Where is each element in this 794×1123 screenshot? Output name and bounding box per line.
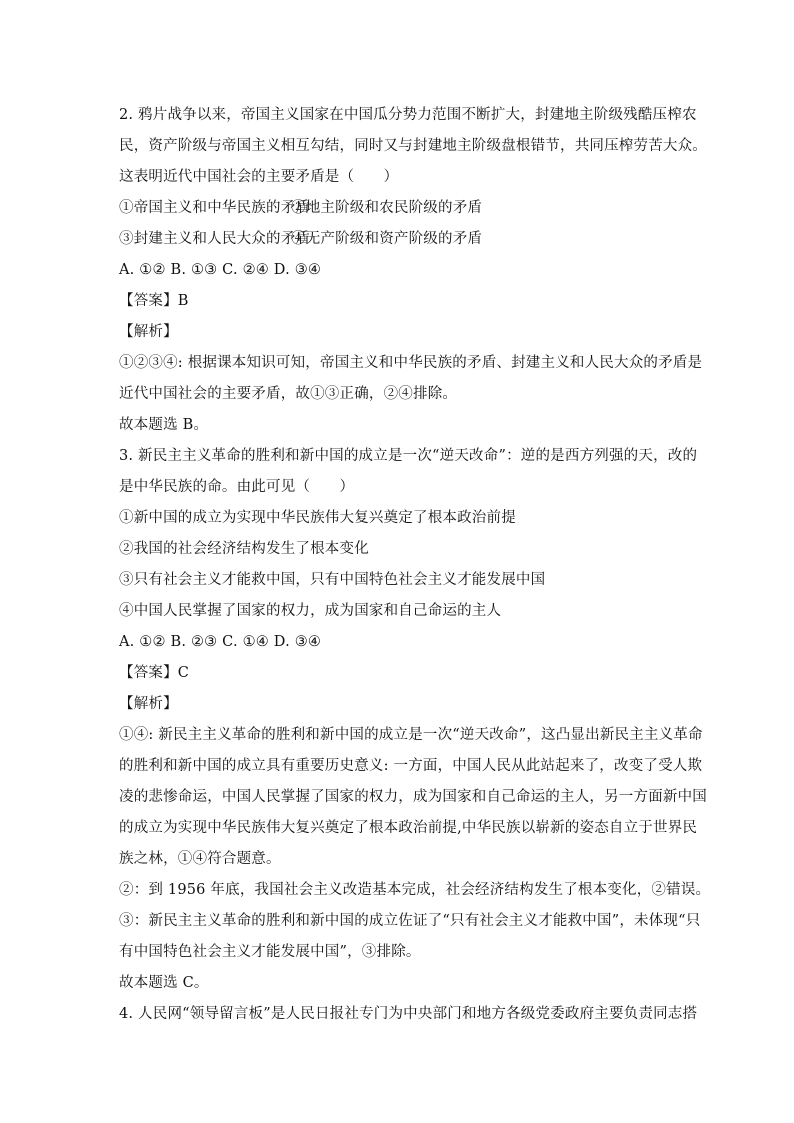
question-stem-line: 4. 人民网“领导留言板”是人民日报社专门为中央部门和地方各级党委政府主要负责同志搭	[119, 1006, 698, 1022]
answer-label: 【答案】B	[119, 293, 189, 309]
option-item: ③封建主义和人民大众的矛盾	[119, 231, 311, 247]
analysis-line: ②：到 1956 年底，我国社会主义改造基本完成，社会经济结构发生了根本变化，②错误。	[119, 882, 711, 898]
analysis-line: 故本题选 B。	[119, 417, 209, 433]
analysis-line: 近代中国社会的主要矛盾，故①③正确，②④排除。	[119, 386, 458, 402]
question-3	[119, 441, 711, 999]
analysis-line: ①②③④: 根据课本知识可知，帝国主义和中华民族的矛盾、封建主义和人民大众的矛盾是	[119, 355, 703, 371]
question-stem-line: 2. 鸦片战争以来，帝国主义国家在中国瓜分势力范围不断扩大，封建地主阶级残酷压榨农	[119, 107, 697, 123]
option-row	[119, 224, 685, 255]
answer-choices: A. ①② B. ②③ C. ①④ D. ③④	[119, 634, 322, 650]
question-stem-line: 这表明近代中国社会的主要矛盾是（ ）	[119, 169, 399, 185]
answer-label: 【答案】C	[119, 665, 190, 681]
analysis-line: ③：新民主主义革命的胜利和新中国的成立佐证了“只有社会主义才能救中国”，未体现“只	[119, 913, 701, 929]
option-item: ①帝国主义和中华民族的矛盾	[119, 200, 311, 216]
question-stem-line: 民，资产阶级与帝国主义相互勾结，同时又与封建地主阶级盘根错节，共同压榨劳苦大众。	[119, 138, 707, 154]
question-stem-line: 3. 新民主主义革命的胜利和新中国的成立是一次“逆天改命”：逆的是西方列强的天，改的	[119, 448, 698, 464]
analysis-line: 故本题选 C。	[119, 975, 209, 991]
analysis-heading: 【解析】	[119, 696, 178, 712]
analysis-line: 的胜利和新中国的成立具有重要历史意义: 一方面，中国人民从此站起来了，改变了受人欺	[119, 758, 703, 774]
option-item: ④中国人民掌握了国家的权力，成为国家和自己命运的主人	[119, 603, 502, 619]
question-2	[119, 100, 707, 441]
option-item: ②地主阶级和农民阶级的矛盾	[291, 200, 483, 216]
option-item: ①新中国的成立为实现中华民族伟大复兴奠定了根本政治前提	[119, 510, 516, 526]
analysis-line: 族之林，①④符合题意。	[119, 851, 281, 867]
analysis-line: 有中国特色社会主义才能发展中国”，③排除。	[119, 944, 421, 960]
analysis-heading: 【解析】	[119, 324, 178, 340]
question-stem-line: 是中华民族的命。由此可见（ ）	[119, 479, 355, 495]
option-row	[119, 193, 685, 224]
analysis-line: 的成立为实现中华民族伟大复兴奠定了根本政治前提,中华民族以崭新的姿态自立于世界民	[119, 820, 698, 836]
analysis-line: ①④: 新民主主义革命的胜利和新中国的成立是一次“逆天改命”，这凸显出新民主主义革命	[119, 727, 703, 743]
option-item: ③只有社会主义才能救中国，只有中国特色社会主义才能发展中国	[119, 572, 546, 588]
document-content	[119, 100, 711, 1030]
option-item: ④无产阶级和资产阶级的矛盾	[291, 231, 483, 247]
analysis-line: 凌的悲惨命运，中国人民掌握了国家的权力，成为国家和自己命运的主人，另一方面新中国	[119, 789, 707, 805]
question-4	[119, 999, 698, 1030]
answer-choices: A. ①② B. ①③ C. ②④ D. ③④	[119, 262, 322, 278]
option-item: ②我国的社会经济结构发生了根本变化	[119, 541, 369, 557]
